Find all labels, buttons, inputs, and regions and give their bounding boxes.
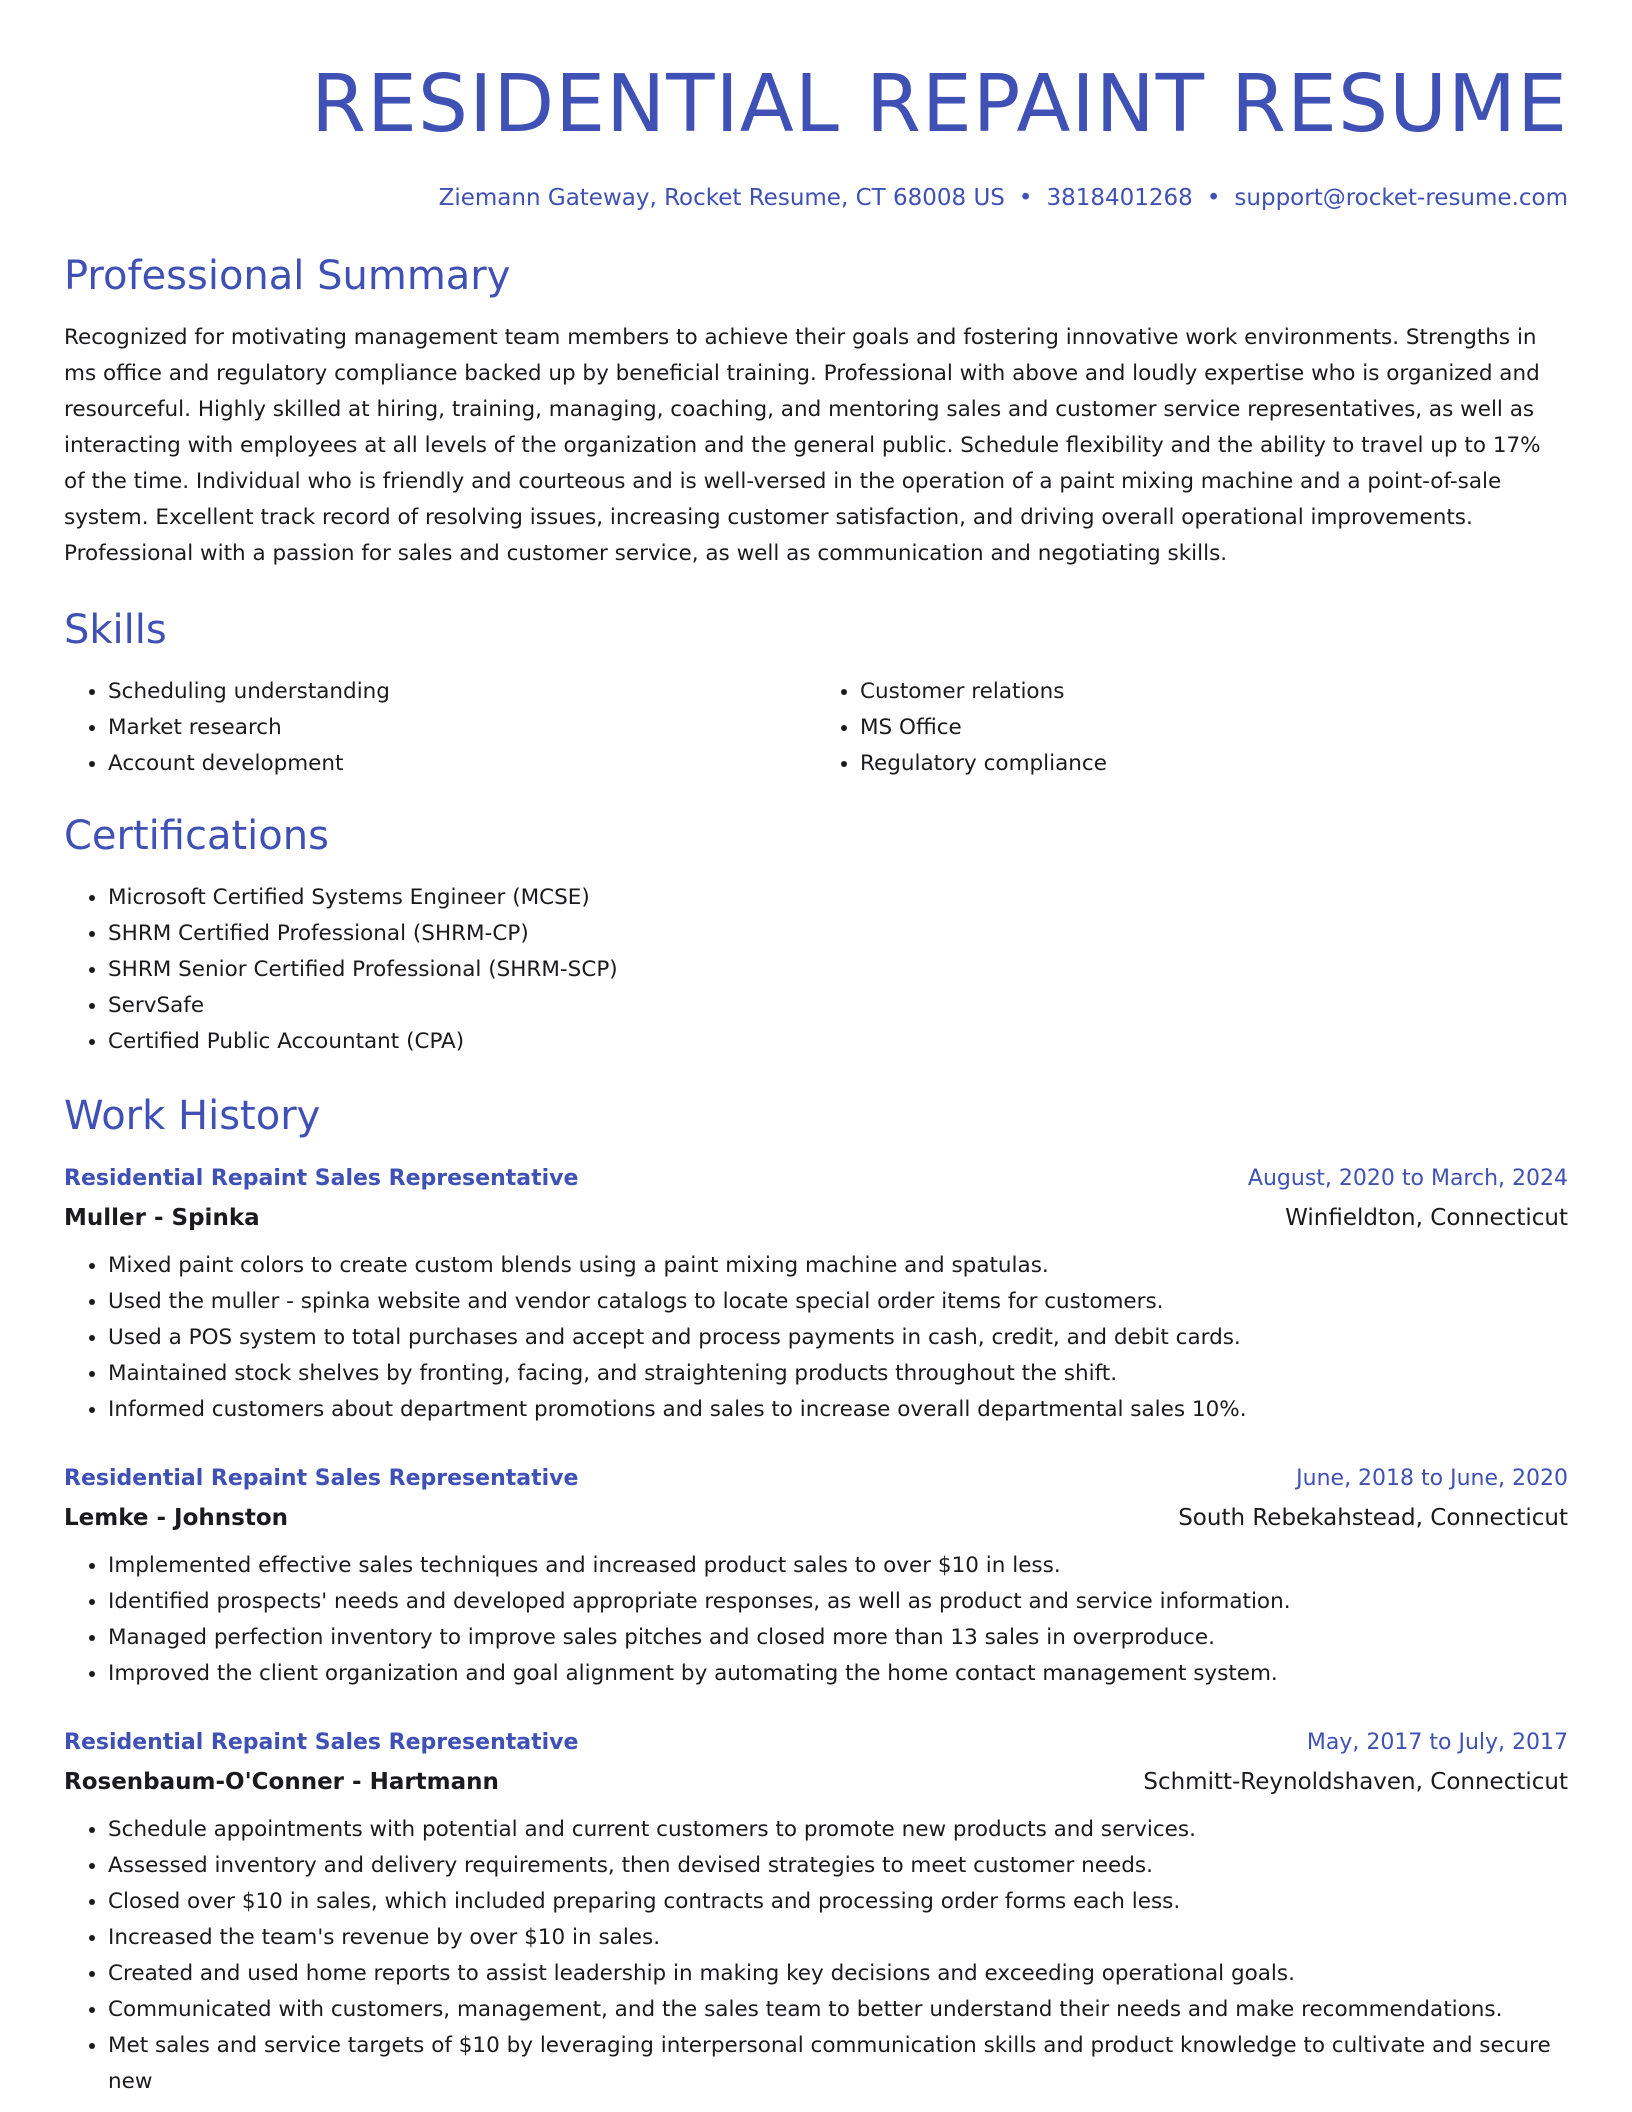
job-bullets bbox=[64, 1248, 1568, 1428]
certification-item: • Microsoft Certified Systems Engineer (MCSE) bbox=[108, 880, 1568, 916]
certifications-list bbox=[64, 880, 1568, 1060]
contact-email: support@rocket-resume.com bbox=[1234, 185, 1568, 211]
job-company-row bbox=[64, 1198, 1568, 1238]
job-entry bbox=[64, 1160, 1568, 1428]
job-company-row bbox=[64, 1762, 1568, 1802]
certification-item: • ServSafe bbox=[108, 988, 1568, 1024]
job-title: Residential Repaint Sales Representative bbox=[64, 1166, 579, 1191]
skill-item: • Market research bbox=[108, 710, 816, 746]
job-company: Muller - Spinka bbox=[64, 1205, 260, 1231]
job-entry bbox=[64, 1460, 1568, 1692]
summary-text: Recognized for motivating management team members to achieve their goals and fostering innovative work environments. Strengths in ms office and regulatory compliance backed up by beneficial training. Professional with above and loudly expertise who is organized and resourceful. Highly skilled at hiring, training, managing, coaching, and mentoring sales and customer service representatives, as well as interacting with employees at all levels of the organization and the general public. Schedule flexibility and the ability to travel up to 17% of the time. Individual who is friendly and courteous and is well-versed in the operation of a paint mixing machine and a point-of-sale system. Excellent track record of resolving issues, increasing customer satisfaction, and driving overall operational improvements. Professional with a passion for sales and customer service, as well as communication and negotiating skills. bbox=[64, 325, 1541, 566]
work-history-heading: Work History bbox=[64, 1093, 321, 1139]
work-history-section bbox=[64, 1092, 1568, 2100]
certifications-section bbox=[64, 812, 1568, 1060]
job-bullet: • Increased the team's revenue by over $10 in sales. bbox=[108, 1920, 1568, 1956]
skills-list-left bbox=[64, 674, 816, 782]
job-bullets bbox=[64, 1548, 1568, 1692]
job-bullet: • Communicated with customers, management, and the sales team to better understand their needs and make recommendations. bbox=[108, 1992, 1568, 2028]
job-bullet: • Identified prospects' needs and developed appropriate responses, as well as product and service information. bbox=[108, 1584, 1568, 1620]
job-bullet: • Used the muller - spinka website and vendor catalogs to locate special order items for customers. bbox=[108, 1284, 1568, 1320]
job-company: Rosenbaum-O'Conner - Hartmann bbox=[64, 1769, 499, 1795]
skill-item: • Customer relations bbox=[860, 674, 1568, 710]
job-bullet: • Met sales and service targets of $10 by leveraging interpersonal communication skills and product knowledge to cultivate and secure new bbox=[108, 2028, 1568, 2100]
contact-separator: • bbox=[1018, 185, 1033, 211]
skills-column-left bbox=[64, 674, 816, 782]
job-bullet: • Maintained stock shelves by fronting, facing, and straightening products throughout the shift. bbox=[108, 1356, 1568, 1392]
job-dates: August, 2020 to March, 2024 bbox=[1247, 1166, 1568, 1191]
skill-item: • Scheduling understanding bbox=[108, 674, 816, 710]
skill-item: • MS Office bbox=[860, 710, 1568, 746]
job-bullet: • Closed over $10 in sales, which included preparing contracts and processing order forms each less. bbox=[108, 1884, 1568, 1920]
skills-heading: Skills bbox=[64, 607, 167, 653]
resume-title: RESIDENTIAL REPAINT RESUME bbox=[311, 58, 1568, 150]
job-bullet: • Managed perfection inventory to improve sales pitches and closed more than 13 sales in overproduce. bbox=[108, 1620, 1568, 1656]
contact-separator: • bbox=[1206, 185, 1221, 211]
contact-phone: 3818401268 bbox=[1046, 185, 1193, 211]
skills-grid bbox=[64, 674, 1568, 782]
contact-address: Ziemann Gateway, Rocket Resume, CT 68008 US bbox=[438, 185, 1005, 211]
job-bullet: • Improved the client organization and goal alignment by automating the home contact management system. bbox=[108, 1656, 1568, 1692]
skills-list-right bbox=[816, 674, 1568, 782]
skills-column-right bbox=[816, 674, 1568, 782]
job-bullet: • Mixed paint colors to create custom blends using a paint mixing machine and spatulas. bbox=[108, 1248, 1568, 1284]
skills-section bbox=[64, 606, 1568, 782]
job-bullet: • Implemented effective sales techniques and increased product sales to over $10 in less. bbox=[108, 1548, 1568, 1584]
job-bullet: • Informed customers about department promotions and sales to increase overall departmental sales 10%. bbox=[108, 1392, 1568, 1428]
certification-item: • SHRM Senior Certified Professional (SHRM-SCP) bbox=[108, 952, 1568, 988]
job-bullet: • Schedule appointments with potential and current customers to promote new products and services. bbox=[108, 1812, 1568, 1848]
job-location: South Rebekahstead, Connecticut bbox=[1178, 1505, 1568, 1531]
job-title: Residential Repaint Sales Representative bbox=[64, 1730, 579, 1755]
job-company-row bbox=[64, 1498, 1568, 1538]
job-title-row bbox=[64, 1460, 1568, 1498]
summary-heading: Professional Summary bbox=[64, 253, 511, 299]
job-title: Residential Repaint Sales Representative bbox=[64, 1466, 579, 1491]
job-dates: June, 2018 to June, 2020 bbox=[1296, 1466, 1568, 1491]
job-bullet: • Used a POS system to total purchases and accept and process payments in cash, credit, and debit cards. bbox=[108, 1320, 1568, 1356]
skill-item: • Regulatory compliance bbox=[860, 746, 1568, 782]
job-dates: May, 2017 to July, 2017 bbox=[1306, 1730, 1568, 1755]
job-title-row bbox=[64, 1160, 1568, 1198]
job-title-row bbox=[64, 1724, 1568, 1762]
certifications-heading: Certifications bbox=[64, 813, 329, 859]
contact-line bbox=[64, 182, 1568, 214]
resume-header bbox=[64, 0, 1568, 214]
job-entry bbox=[64, 1724, 1568, 2100]
skill-item: • Account development bbox=[108, 746, 816, 782]
certification-item: • Certified Public Accountant (CPA) bbox=[108, 1024, 1568, 1060]
certification-item: • SHRM Certified Professional (SHRM-CP) bbox=[108, 916, 1568, 952]
summary-section bbox=[64, 252, 1568, 572]
job-company: Lemke - Johnston bbox=[64, 1505, 289, 1531]
job-bullet: • Assessed inventory and delivery requirements, then devised strategies to meet customer needs. bbox=[108, 1848, 1568, 1884]
job-bullets bbox=[64, 1812, 1568, 2100]
job-bullet: • Created and used home reports to assist leadership in making key decisions and exceeding operational goals. bbox=[108, 1956, 1568, 1992]
job-location: Schmitt-Reynoldshaven, Connecticut bbox=[1143, 1769, 1568, 1795]
job-location: Winfieldton, Connecticut bbox=[1285, 1205, 1568, 1231]
